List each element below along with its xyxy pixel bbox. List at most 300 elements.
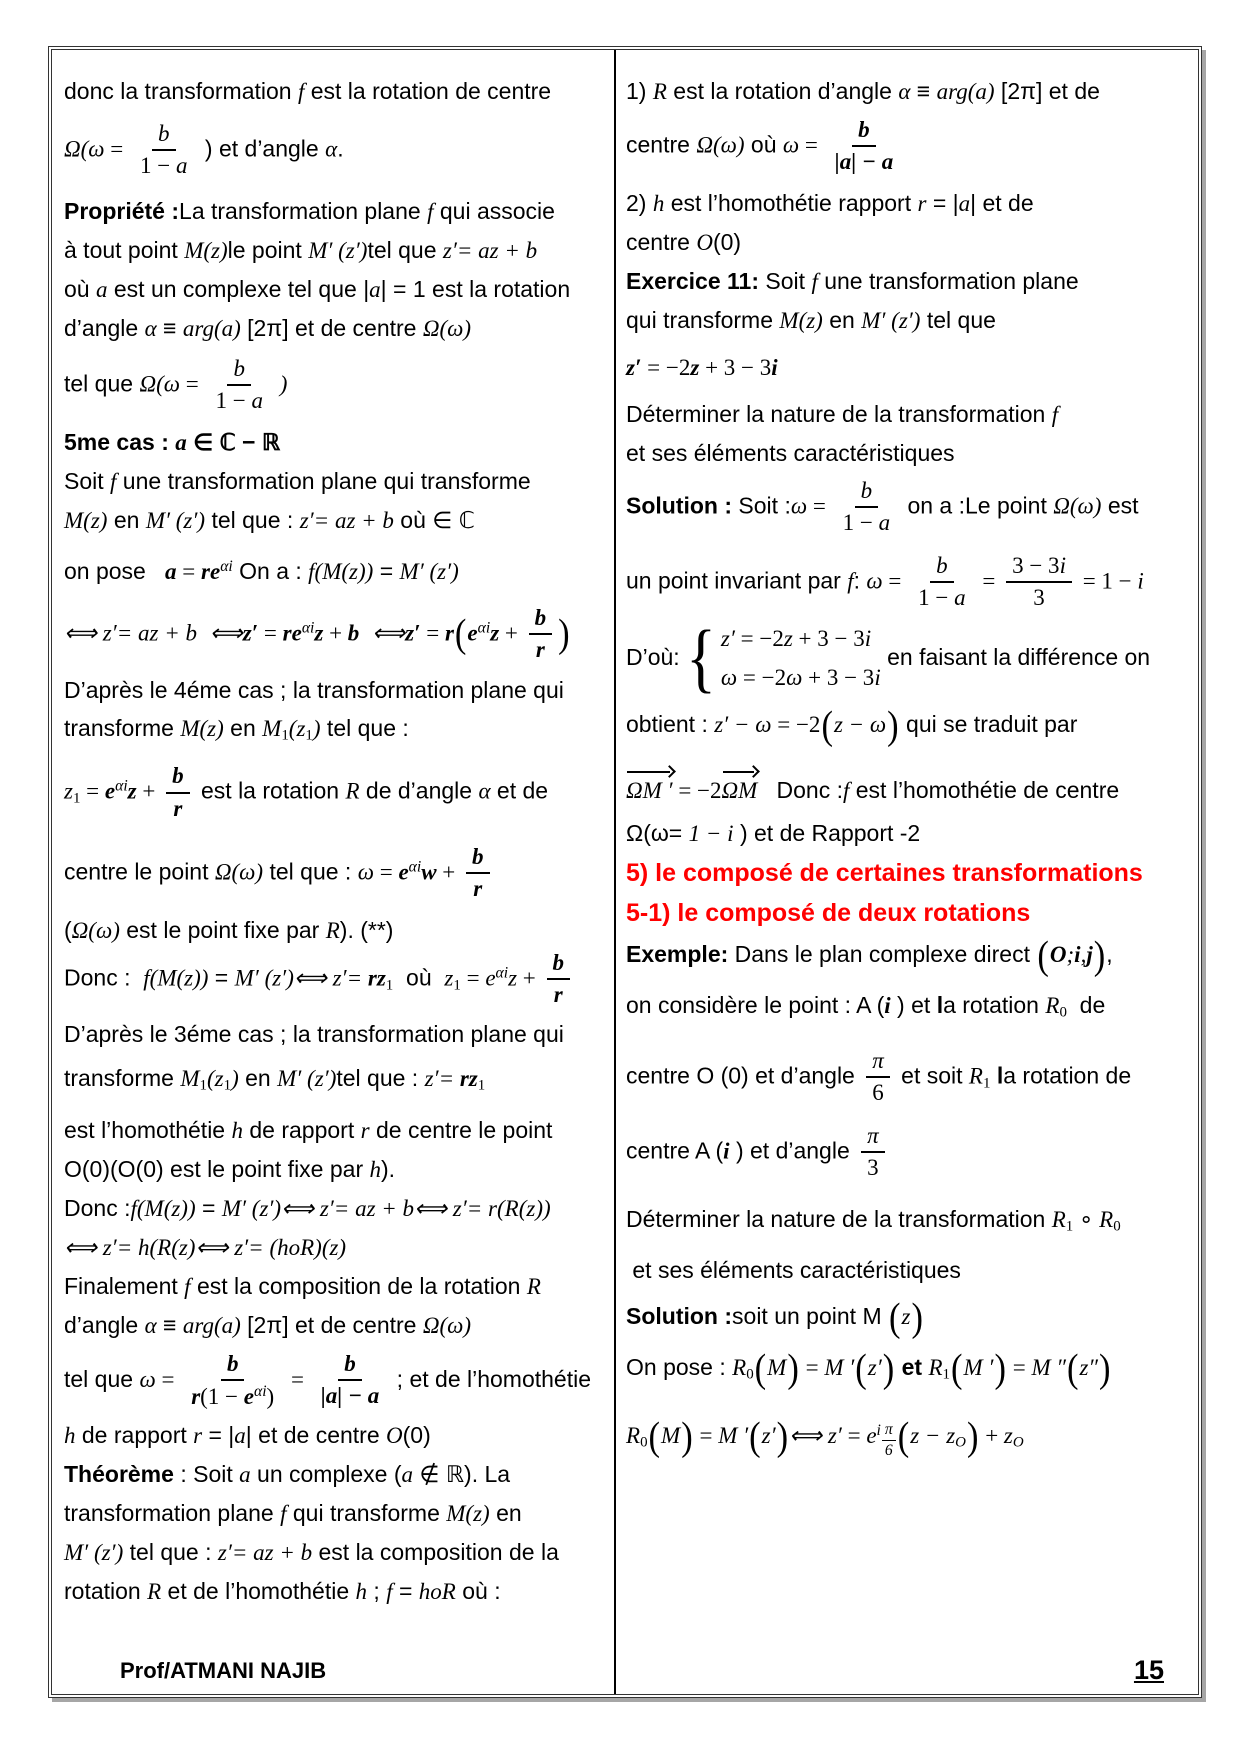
- text-segment: où: [393, 964, 445, 991]
- math-segment: f: [386, 1579, 393, 1605]
- math-segment: M: [661, 1422, 681, 1448]
- math-segment: 1 −: [140, 153, 177, 179]
- math-segment: αi: [254, 1382, 267, 1400]
- math-segment: ): [231, 1065, 239, 1091]
- supscript: [409, 859, 422, 876]
- system-rows: [721, 624, 881, 694]
- text-line: [64, 270, 610, 309]
- text-segment: 1): [626, 78, 653, 104]
- math-segment: b: [347, 620, 360, 646]
- math-segment: z′: [761, 1422, 776, 1448]
- math-segment: + 3 − 3: [792, 625, 865, 651]
- math-segment: z′= r(R(z)): [452, 1195, 551, 1221]
- text-segment: tel que: [64, 370, 140, 397]
- math-segment: z′ − ω: [714, 712, 772, 738]
- math-segment: =: [460, 965, 486, 991]
- text-segment: qui associe: [433, 197, 555, 224]
- math-segment: Ω(: [64, 136, 89, 162]
- text-segment: tel que: [64, 1365, 140, 1392]
- text-segment: O(0)(O(0) est le point fixe par: [64, 1155, 370, 1182]
- text-line: [626, 262, 1196, 301]
- page-number: 15: [1133, 1655, 1164, 1685]
- math-segment: 1: [982, 1075, 991, 1092]
- math-segment: b: [172, 763, 184, 789]
- math-segment: 6: [872, 1080, 884, 1106]
- math-segment: (z: [206, 1065, 224, 1091]
- text-segment: La transformation plane: [179, 197, 428, 224]
- math-segment: π: [867, 1122, 879, 1148]
- math-segment: 1: [72, 790, 81, 807]
- math-segment: 1: [281, 728, 289, 745]
- math-segment: z: [508, 965, 518, 991]
- text-segment: est l’homothétie rapport: [664, 189, 918, 216]
- math-segment: f: [280, 1501, 287, 1527]
- text-segment: =: [208, 964, 235, 991]
- text-segment: ≡: [156, 1311, 183, 1338]
- text-line: [626, 933, 1196, 978]
- text-segment: ) et d’angle: [729, 1137, 857, 1164]
- text-segment: Soit: [759, 267, 812, 294]
- math-segment: =: [180, 371, 205, 397]
- text-segment: D’où:: [626, 643, 687, 670]
- text-segment: tel que :: [123, 1539, 218, 1566]
- denominator: [530, 635, 551, 663]
- text-line: [64, 309, 610, 348]
- math-segment: R: [732, 1355, 747, 1381]
- fraction: [315, 1351, 386, 1410]
- text-segment: Solution :: [626, 1303, 733, 1330]
- denominator: [315, 1381, 386, 1409]
- math-segment: b: [860, 477, 873, 503]
- math-segment: R: [345, 778, 360, 804]
- math-segment: z: [1003, 1422, 1013, 1448]
- text-segment: est le point fixe par: [119, 916, 326, 943]
- math-segment: 1: [1065, 1218, 1074, 1235]
- text-segment: = |: [926, 189, 959, 216]
- math-segment: z: [444, 965, 454, 991]
- math-segment: M(z): [184, 237, 228, 263]
- text-segment: est la composition de la: [312, 1539, 559, 1566]
- text-segment: soit un point M: [732, 1303, 888, 1330]
- math-segment: z′=: [332, 965, 368, 991]
- text-line: [64, 1306, 610, 1345]
- text-segment: Donc :: [757, 777, 843, 804]
- text-segment: =: [392, 1578, 419, 1605]
- math-segment: ω: [786, 665, 803, 691]
- subscript: [305, 728, 312, 744]
- text-line: [64, 1111, 610, 1150]
- math-segment: O: [1049, 942, 1067, 968]
- text-line: [64, 72, 610, 111]
- math-segment: ⟺: [195, 1234, 235, 1260]
- text-segment: Ω(ω=: [626, 820, 689, 847]
- math-segment: re: [282, 620, 302, 646]
- math-segment: b: [233, 355, 245, 381]
- text-segment: tel que :: [320, 715, 409, 742]
- math-segment: r: [193, 1423, 203, 1449]
- math-segment: = −2: [771, 712, 821, 738]
- numerator: [861, 1123, 885, 1153]
- math-segment: ): [681, 1414, 693, 1459]
- math-segment: h: [355, 1579, 368, 1605]
- math-segment: e: [485, 965, 496, 991]
- text-segment: Donc :: [64, 964, 144, 991]
- math-segment: =: [258, 620, 283, 646]
- supscript: [254, 1383, 267, 1400]
- numerator: [227, 356, 251, 386]
- text-segment: ) et d’angle: [198, 135, 326, 162]
- numerator: [930, 553, 954, 583]
- math-segment: =: [1006, 1355, 1032, 1381]
- text-line: [626, 986, 1196, 1032]
- numerator: [221, 1351, 245, 1381]
- math-segment: i: [1137, 568, 1144, 594]
- text-line: [626, 434, 1196, 472]
- system-row: [721, 663, 881, 693]
- text-segment: ∉ ℝ). La: [413, 1461, 511, 1488]
- math-segment: Ω(: [139, 371, 164, 397]
- text-segment: Exemple:: [626, 941, 729, 968]
- section-heading: [626, 893, 1196, 933]
- math-segment: ): [558, 611, 570, 656]
- math-segment: M′ (z′): [308, 237, 368, 263]
- math-segment: (: [1066, 1347, 1079, 1391]
- text-segment: une transformation plane: [817, 267, 1079, 294]
- math-segment: M ′: [824, 1355, 855, 1381]
- math-segment: f: [110, 468, 117, 494]
- math-segment: =: [285, 1366, 310, 1392]
- text-segment: est: [1101, 492, 1139, 519]
- math-segment: +: [323, 620, 348, 646]
- math-segment: j: [1086, 942, 1093, 968]
- math-segment: i: [876, 1422, 881, 1440]
- math-segment: arg(a): [182, 1312, 241, 1338]
- math-segment: ω: [357, 859, 374, 885]
- numerator: [466, 844, 490, 874]
- math-segment: αi: [115, 777, 128, 795]
- right-column: [616, 50, 1198, 1694]
- text-segment: [2π] et de centre: [240, 314, 423, 341]
- text-segment: [359, 619, 372, 645]
- numerator: [882, 1421, 896, 1441]
- math-segment: a: [239, 1462, 251, 1488]
- subscript: [640, 1435, 647, 1451]
- math-segment: 1: [942, 1367, 951, 1384]
- math-segment: z: [901, 1304, 911, 1330]
- math-segment: |a| − a: [834, 149, 894, 175]
- denominator: [167, 794, 188, 822]
- math-segment: =: [176, 558, 202, 584]
- math-segment: 0: [640, 1434, 648, 1451]
- text-segment: | et de: [970, 189, 1034, 216]
- math-segment: (1 −: [200, 1383, 244, 1409]
- text-line: [64, 763, 610, 822]
- math-segment: (: [889, 1296, 901, 1340]
- subscript: [746, 1367, 753, 1383]
- math-segment: z − z: [910, 1422, 956, 1448]
- math-segment: z′= (hoR)(z): [234, 1234, 347, 1260]
- math-segment: f(M(z)): [143, 965, 209, 991]
- math-segment: f: [184, 1273, 191, 1299]
- text-line: [64, 548, 610, 591]
- math-segment: r: [173, 795, 183, 821]
- math-segment: O: [386, 1423, 403, 1449]
- text-segment: D’après le 3éme cas ; la transformation plane qui: [64, 1020, 564, 1047]
- text-segment: obtient :: [626, 711, 715, 738]
- text-segment: et: [895, 1354, 929, 1381]
- text-line: [626, 1123, 1196, 1182]
- supscript: [478, 619, 491, 636]
- text-line: [626, 223, 1196, 262]
- fraction: [166, 763, 190, 822]
- math-segment: r: [360, 1117, 370, 1143]
- subscript: [1013, 1435, 1024, 1451]
- math-segment: z′= az + b: [299, 507, 394, 533]
- text-line: [64, 709, 610, 755]
- author-footer: Prof/ATMANI NAJIB: [120, 1658, 327, 1683]
- text-segment: en: [489, 1500, 522, 1527]
- text-segment: ;: [367, 1578, 387, 1605]
- denominator: [185, 1381, 280, 1410]
- text-segment: de centre le point: [369, 1116, 553, 1143]
- math-segment: R: [526, 1273, 541, 1299]
- text-segment: en: [238, 1064, 278, 1091]
- text-line: [626, 348, 1196, 387]
- math-segment: z′: [242, 620, 259, 646]
- math-segment: b: [936, 552, 948, 578]
- text-segment: :: [853, 567, 867, 594]
- text-line: [626, 1348, 1196, 1394]
- fraction: [209, 356, 268, 415]
- text-line: [626, 1048, 1196, 1107]
- math-segment: = −2: [737, 665, 787, 691]
- math-segment: ): [266, 1383, 275, 1409]
- math-segment: r: [191, 1383, 201, 1409]
- math-segment: =: [799, 1355, 825, 1381]
- math-segment: M′ (z′): [145, 507, 206, 533]
- math-segment: 0: [746, 1367, 754, 1384]
- text-segment: centre: [626, 228, 697, 255]
- denominator: [866, 1078, 890, 1106]
- math-segment: f(M(z)): [130, 1195, 196, 1221]
- text-line: [64, 671, 610, 709]
- math-segment: R: [968, 1063, 983, 1089]
- text-line: [64, 1416, 610, 1455]
- math-segment: ⟺: [293, 965, 333, 991]
- text-segment: On a :: [232, 557, 309, 584]
- math-segment: h: [652, 190, 665, 216]
- fraction: [882, 1421, 896, 1460]
- math-segment: ω: [790, 493, 808, 519]
- math-segment: b: [552, 949, 565, 975]
- two-column-layout: [52, 50, 1198, 1694]
- math-segment: e: [104, 778, 116, 804]
- left-column: [52, 50, 614, 1694]
- math-segment: z′: [405, 620, 421, 646]
- text-segment: transforme: [64, 715, 181, 742]
- math-segment: ⟺: [414, 1195, 453, 1221]
- text-line: [64, 1494, 610, 1533]
- fraction: [466, 844, 490, 903]
- math-segment: α: [144, 1312, 157, 1338]
- math-segment: ): [312, 716, 321, 742]
- fraction: [861, 1123, 885, 1182]
- math-segment: 3: [1033, 585, 1045, 611]
- math-segment: a: [369, 276, 381, 302]
- math-segment: = −2: [641, 354, 691, 380]
- math-segment: =: [976, 568, 1002, 594]
- math-segment: αi: [408, 858, 422, 876]
- math-segment: ⟺: [64, 620, 103, 646]
- text-line: [64, 501, 610, 540]
- text-line: [64, 1189, 610, 1228]
- text-segment: en: [822, 306, 862, 333]
- denominator: [467, 874, 488, 902]
- denominator: [837, 508, 896, 536]
- math-segment: ): [887, 703, 899, 748]
- numerator: [866, 1048, 890, 1078]
- text-segment: a rotation de: [1003, 1062, 1132, 1089]
- denominator: [209, 386, 268, 414]
- math-segment: (: [454, 611, 467, 656]
- math-segment: αi: [477, 619, 491, 637]
- math-segment: f: [1051, 401, 1059, 427]
- text-segment: =: [373, 557, 400, 584]
- text-line: [64, 1267, 610, 1306]
- numerator: [152, 121, 176, 151]
- text-segment: on a :Le point: [901, 492, 1054, 519]
- math-segment: M ″: [1031, 1355, 1066, 1381]
- text-segment: de d’angle: [359, 777, 479, 804]
- text-line: [64, 950, 610, 1009]
- math-segment: 1: [385, 977, 394, 994]
- math-segment: =: [80, 778, 105, 804]
- math-segment: π: [884, 1420, 893, 1438]
- math-segment: Ω(ω): [214, 859, 264, 885]
- text-segment: l: [996, 1062, 1004, 1089]
- text-segment: d’angle: [64, 1311, 145, 1338]
- text-line: [626, 301, 1196, 340]
- math-segment: b: [344, 1350, 356, 1376]
- math-segment: ω: [139, 1366, 156, 1392]
- text-segment: rotation: [64, 1578, 148, 1605]
- math-segment: 0: [1113, 1218, 1121, 1235]
- text-segment: et de l’homothétie: [161, 1578, 356, 1605]
- text-segment: Solution :: [626, 492, 733, 519]
- math-segment: ,: [1080, 942, 1087, 968]
- text-segment: transforme: [64, 1064, 181, 1091]
- text-segment: Soit: [64, 467, 111, 494]
- text-line: [626, 615, 1196, 701]
- math-segment: + 3 − 3: [699, 354, 772, 380]
- math-segment: R: [652, 79, 667, 104]
- text-segment: = |: [202, 1422, 235, 1449]
- denominator: [882, 1441, 896, 1460]
- math-segment: f: [427, 198, 434, 224]
- text-segment: qui transforme: [286, 1500, 447, 1527]
- math-segment: arg(a): [182, 315, 241, 341]
- text-line: [64, 1228, 610, 1267]
- text-segment: D’après le 4éme cas ; la transformation plane qui: [64, 677, 564, 704]
- math-segment: ω: [163, 371, 180, 397]
- math-segment: 1 − i: [688, 821, 734, 847]
- math-segment: ω: [866, 568, 883, 594]
- math-segment: M: [262, 716, 282, 742]
- math-segment: ω: [88, 136, 105, 162]
- text-segment: [2π] et de: [994, 78, 1100, 104]
- math-segment: e: [866, 1422, 877, 1448]
- text-segment: tel que: [920, 306, 996, 333]
- math-segment: M′ (z′): [399, 558, 459, 584]
- numerator: [547, 950, 571, 980]
- math-segment: z: [690, 354, 700, 380]
- math-segment: ⟺: [789, 1422, 828, 1448]
- text-segment: une transformation plane qui transforme: [116, 467, 531, 494]
- text-segment: est un complexe tel que |: [107, 275, 370, 302]
- text-segment: est la rotation de centre: [304, 78, 552, 104]
- text-segment: l: [936, 992, 944, 1019]
- math-segment: Ω(ω): [71, 917, 120, 943]
- math-segment: 6: [884, 1441, 893, 1459]
- denominator: [912, 583, 971, 611]
- math-segment: a: [954, 585, 966, 611]
- text-segment: (0): [402, 1422, 431, 1449]
- text-segment: tel que :: [205, 506, 300, 533]
- math-segment: ): [1098, 1347, 1111, 1391]
- text-segment: Déterminer la nature de la transformation: [626, 400, 1052, 427]
- math-segment: (: [821, 703, 833, 748]
- math-segment: (: [855, 1347, 867, 1391]
- text-line: [626, 814, 1196, 853]
- text-segment: Soit :: [732, 492, 791, 519]
- math-segment: M ′: [718, 1422, 749, 1448]
- section-heading: [626, 853, 1196, 893]
- text-segment: ; et de l’homothétie: [390, 1365, 592, 1392]
- math-segment: =: [882, 568, 908, 594]
- text-segment: Déterminer la nature de la transformation: [626, 1205, 1052, 1232]
- math-segment: e: [243, 1383, 254, 1409]
- math-segment: a: [176, 153, 188, 179]
- fraction: [912, 553, 971, 612]
- text-segment: où: [64, 275, 96, 302]
- text-line: [64, 1533, 610, 1572]
- text-segment: | = 1 est la rotation: [380, 275, 571, 302]
- text-segment: est la rotation d’angle: [666, 78, 899, 104]
- text-segment: un point invariant par: [626, 567, 848, 594]
- math-segment: z′= az + b: [217, 1540, 313, 1566]
- math-segment: R: [1051, 1206, 1066, 1232]
- math-segment: z′: [720, 625, 735, 651]
- math-segment: = −2: [734, 625, 784, 651]
- numerator: [166, 763, 190, 793]
- math-segment: M(z): [180, 716, 224, 742]
- text-segment: (0): [712, 228, 742, 255]
- text-segment: On pose :: [626, 1354, 733, 1381]
- supscript: [115, 778, 128, 795]
- math-segment: Ω(ω): [422, 315, 472, 341]
- math-segment: z′: [626, 354, 642, 380]
- math-segment: ΩM ′: [626, 778, 673, 804]
- math-segment: M′ (z′): [234, 965, 294, 991]
- text-segment: [197, 619, 210, 645]
- fraction: [866, 1048, 890, 1107]
- math-segment: + 3 − 3: [802, 665, 875, 691]
- text-line: [626, 766, 1196, 810]
- text-segment: 2): [626, 189, 653, 216]
- math-segment: (: [897, 1414, 910, 1459]
- math-segment: w: [421, 859, 437, 885]
- math-segment: Ω(ω): [696, 132, 745, 158]
